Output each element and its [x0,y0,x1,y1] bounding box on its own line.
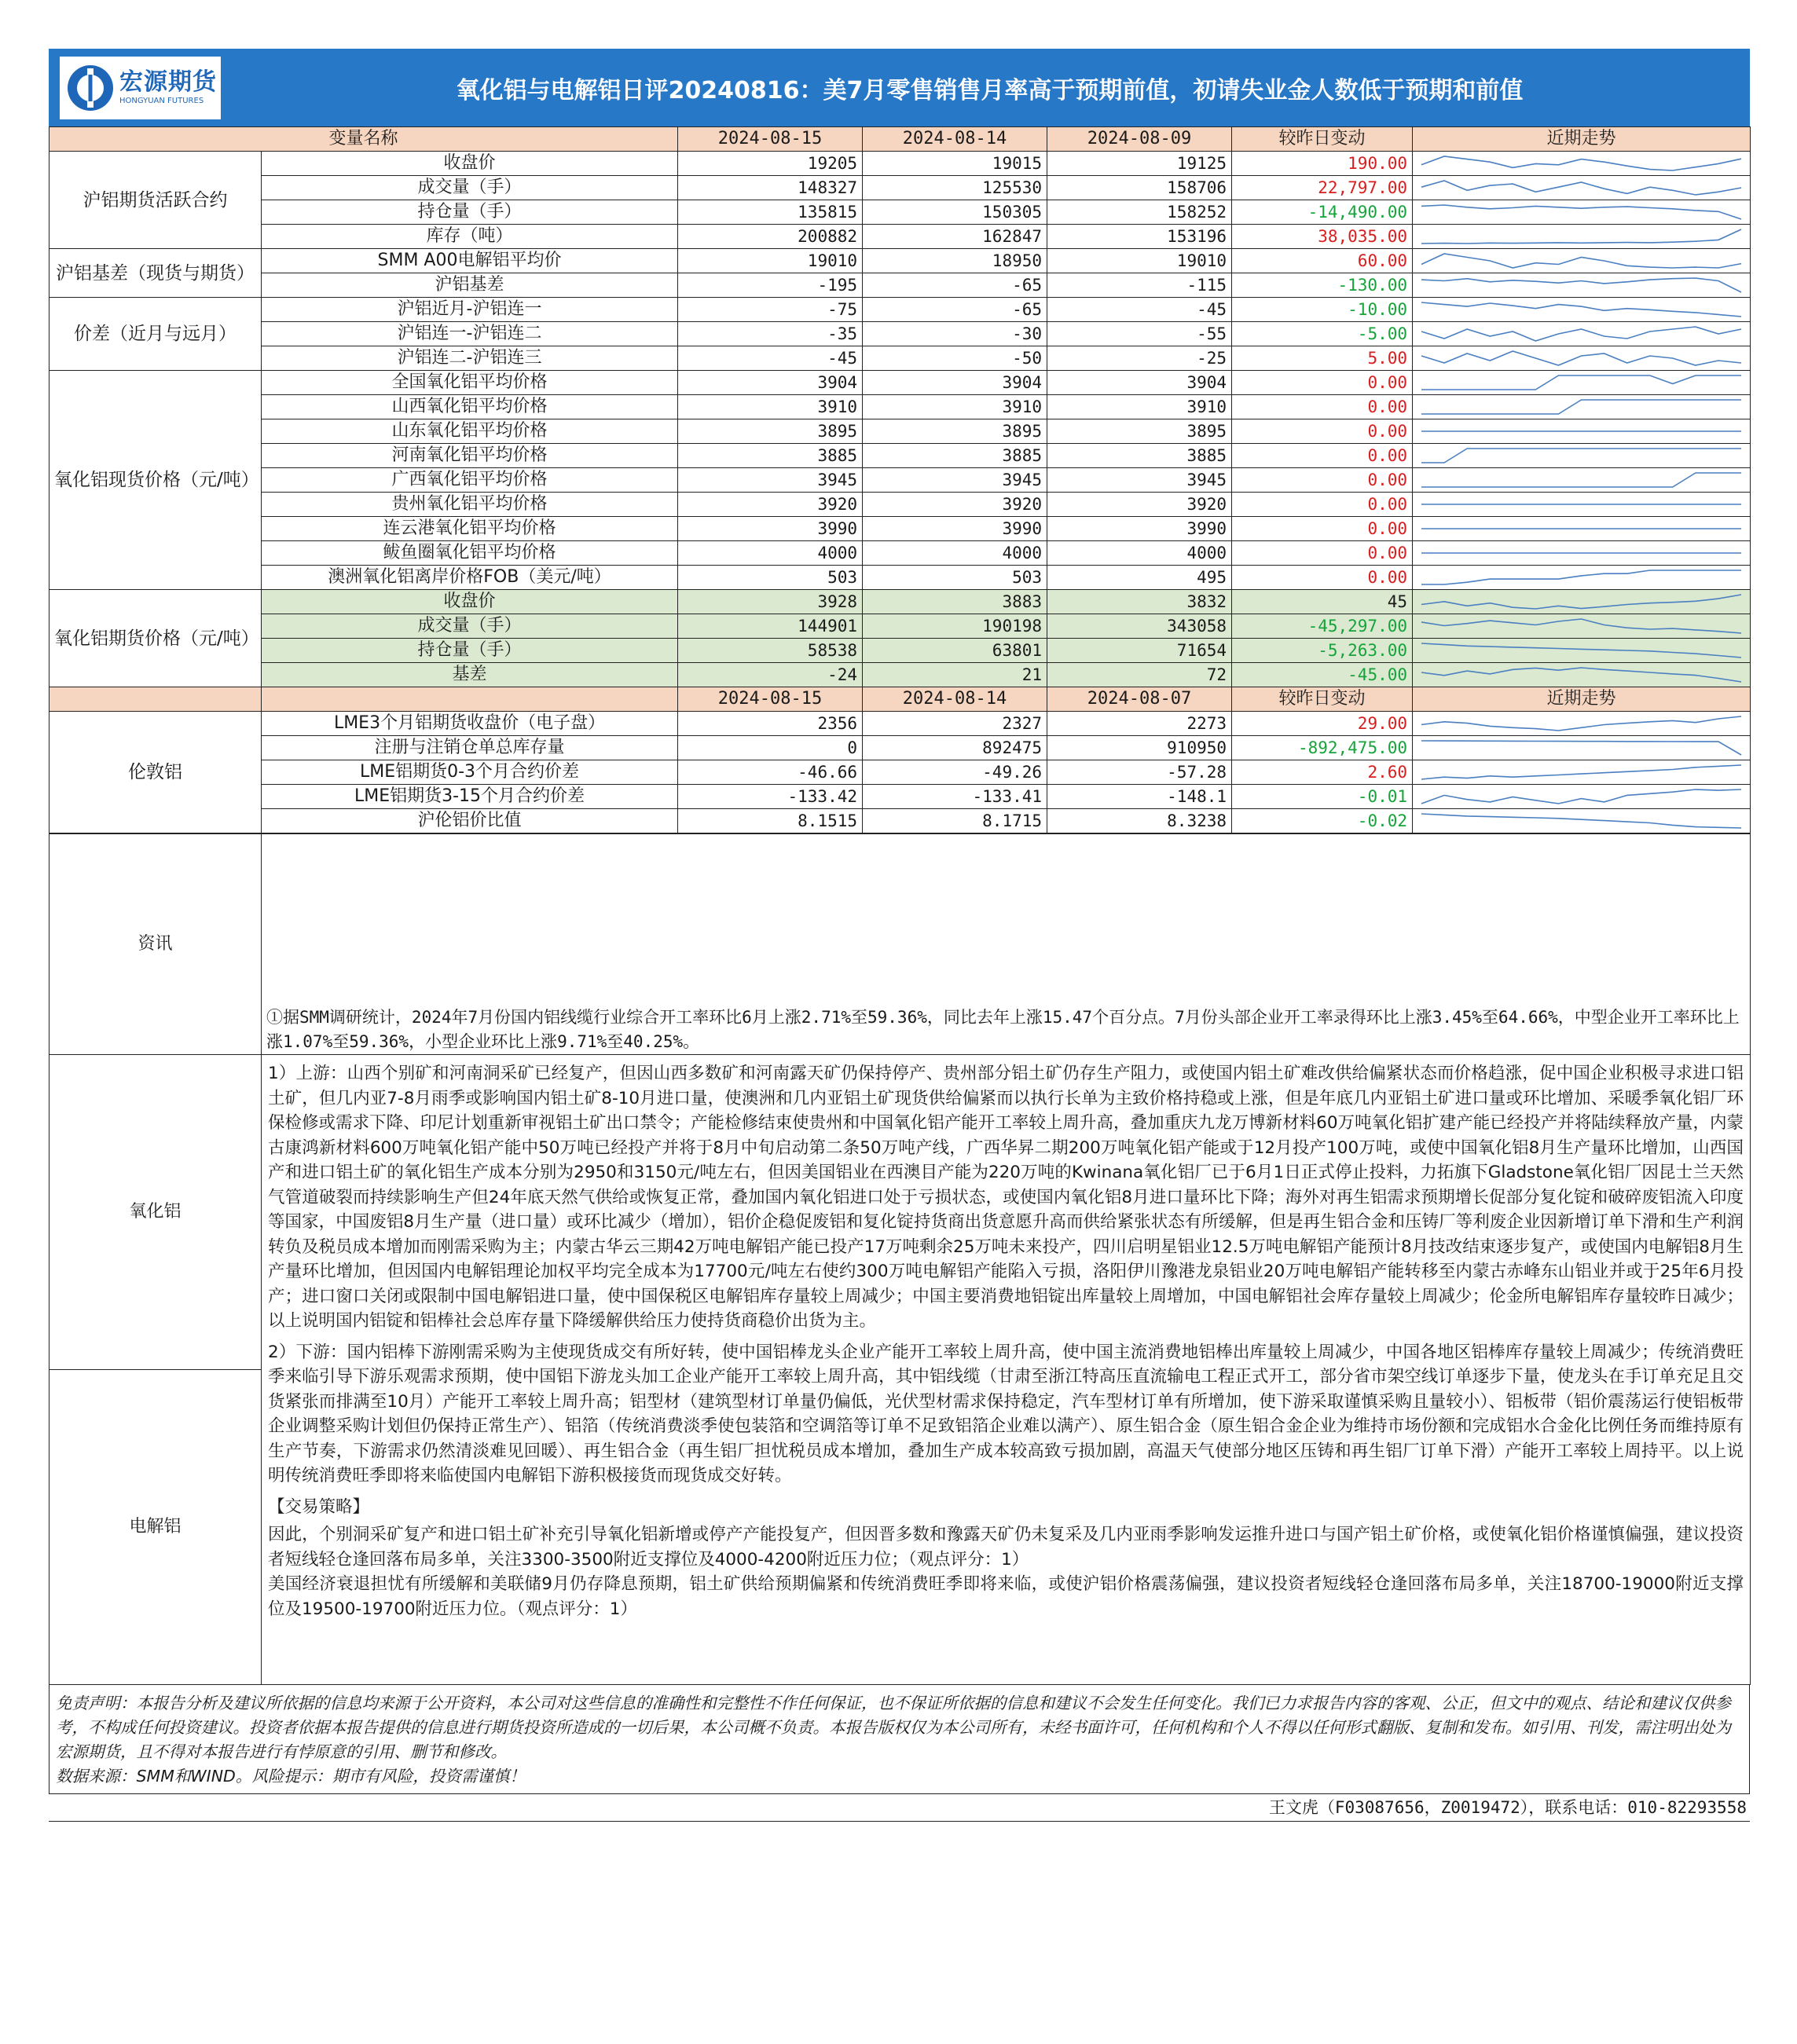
value-col3: 8.3238 [1047,809,1232,833]
value-col1: 8.1515 [678,809,863,833]
table2-header-blank [50,687,262,712]
g1r1-sparkline-path [1421,278,1741,292]
commentary-table [49,833,1751,1685]
table-row [50,444,1751,468]
table-row [50,785,1751,809]
table-row [50,541,1751,566]
variable-name: 沪铝连二-沪铝连三 [262,346,678,371]
daily-change: 2.60 [1232,760,1413,785]
value-col1: 3928 [678,590,863,614]
variable-name: 注册与注销仓单总库存量 [262,736,678,760]
daily-change: -0.02 [1232,809,1413,833]
value-col2: 190198 [863,614,1047,639]
variable-name: 沪铝基差 [262,273,678,298]
value-col3: 3945 [1047,468,1232,493]
daily-change: -45,297.00 [1232,614,1413,639]
value-col2: -49.26 [863,760,1047,785]
table-row [50,200,1751,225]
g0r2-trend-cell [1413,200,1751,225]
lme0-sparkline-path [1421,716,1741,731]
g3r3-trend-cell [1413,444,1751,468]
value-col3: 71654 [1047,639,1232,663]
daily-change: -5.00 [1232,322,1413,346]
g0r3-sparkline [1417,225,1745,247]
g3r0-sparkline-path [1421,375,1741,390]
value-col3: 153196 [1047,225,1232,249]
lme3-sparkline [1417,786,1745,808]
g1r1-trend-cell [1413,273,1751,298]
g3r8-sparkline [1417,566,1745,588]
variable-name: 沪铝近月-沪铝连一 [262,298,678,322]
strategy-alumina: 因此，个别洞采矿复产和进口铝土矿补充引导氧化铝新增或停产产能投复产，但因晋多数和豫露天矿仍未复采及几内亚雨季影响发运推升进口与国产铝土矿价格，或使氧化铝价格谨慎偏强，建议投资者短线轻仓逢回落布局多单，关注3300-3500附近支撑位及4000-4200附近压力位；（观点评分：1） [268,1525,1744,1570]
table-row [50,614,1751,639]
group-label: 氧化铝期货价格（元/吨） [50,590,262,687]
table-row [50,395,1751,419]
value-col2: 18950 [863,249,1047,273]
g3r3-sparkline-path [1421,449,1741,463]
table2-column-header-2: 2024-08-07 [1047,687,1232,712]
lme1-sparkline-path [1421,741,1741,755]
company-logo [60,57,221,119]
value-col2: 3990 [863,517,1047,541]
lme2-sparkline [1417,761,1745,783]
daily-change: 5.00 [1232,346,1413,371]
g2r1-trend-cell [1413,322,1751,346]
column-header-3: 2024-08-09 [1047,127,1232,152]
g3r1-sparkline-path [1421,400,1741,414]
g2r0-sparkline [1417,299,1745,321]
value-col2: 150305 [863,200,1047,225]
value-col2: -65 [863,273,1047,298]
g3r3-sparkline [1417,445,1745,467]
value-col1: 0 [678,736,863,760]
variable-name: LME铝期货0-3个月合约价差 [262,760,678,785]
g0r1-sparkline-path [1421,181,1741,195]
value-col3: 343058 [1047,614,1232,639]
daily-change: 0.00 [1232,371,1413,395]
value-col1: 3904 [678,371,863,395]
g0r2-sparkline-path [1421,205,1741,219]
g3r2-sparkline [1417,420,1745,442]
g2r2-trend-cell [1413,346,1751,371]
logo-chinese-name: 宏源期货 [119,68,217,96]
strategy-title: 【交易策略】 [268,1496,370,1517]
g0r0-trend-cell [1413,152,1751,176]
g4r1-sparkline [1417,615,1745,637]
value-col3: 3895 [1047,419,1232,444]
table-row [50,566,1751,590]
column-header-2: 2024-08-14 [863,127,1047,152]
value-col3: 910950 [1047,736,1232,760]
group-label: 价差（近月与远月） [50,298,262,371]
g0r3-sparkline-path [1421,229,1741,244]
g3r0-sparkline [1417,372,1745,394]
g3r7-trend-cell [1413,541,1751,566]
value-col1: 503 [678,566,863,590]
strategy-aluminum: 美国经济衰退担忧有所缓解和美联储9月仍存降息预期，铝土矿供给预期偏紧和传统消费旺季即将来临，或使沪铝价格震荡偏强，建议投资者短线轻仓逢回落布局多单，关注18700-19000附近支撑位及19500-19700附近压力位。（观点评分：1） [268,1574,1744,1619]
logo-english-name: HONGYUAN FUTURES [119,96,204,105]
g0r3-trend-cell [1413,225,1751,249]
g0r2-sparkline [1417,201,1745,223]
table-row [50,517,1751,541]
table-row [50,371,1751,395]
table2-header-row [50,687,1751,712]
column-header-1: 2024-08-15 [678,127,863,152]
daily-change: 0.00 [1232,541,1413,566]
lme1-trend-cell [1413,736,1751,760]
daily-change: -10.00 [1232,298,1413,322]
value-col3: -115 [1047,273,1232,298]
lme0-sparkline [1417,712,1745,734]
group-label: 沪铝基差（现货与期货） [50,249,262,298]
daily-change: 60.00 [1232,249,1413,273]
group-label: 沪铝期货活跃合约 [50,152,262,249]
table-row [50,273,1751,298]
value-col3: 495 [1047,566,1232,590]
value-col3: 3920 [1047,493,1232,517]
value-col2: 503 [863,566,1047,590]
downstream-analysis: 2）下游：国内铝棒下游刚需采购为主使现货成交有所好转，使中国铝棒龙头企业产能开工率较上周升高，使中国主流消费地铝棒出库量较上周减少，中国各地区铝棒库存量较上周减少；传统消费旺季来临引导下游乐观需求预期，使中国铝下游龙头加工企业产能开工率较上周升高，其中铝线缆（甘肃至浙江特高压直流输电工程正式开工，部分省市架空线订单逐步下量，使龙头在手订单充足且交货紧张而排满至10月）产能开工率较上周升高；铝型材（建筑型材订单量仍偏低，光伏型材需求保持稳定，汽车型材订单有所增加，使下游采取谨慎采购且量较小）、铝板带（铝价震荡运行使铝板带企业调整采购计划但仍保持正常生产）、铝箔（传统消费淡季使包装箔和空调箔等订单不足致铝箔企业难以满产）、原生铝合金（原生铝合金企业为维持市场份额和完成铝水合金化比例任务而维持原有生产节奏，下游需求仍然清淡难见回暖）、再生铝合金（再生铝厂担忧税员成本增加，叠加生产成本较高致亏损加剧，高温天气使部分地区压铸和再生铝厂订单下滑）产能开工率较上周持平。以上说明传统消费旺季即将来临使国内电解铝下游积极接货而现货成交好转。 [268,1342,1744,1485]
value-col1: -195 [678,273,863,298]
value-col2: 4000 [863,541,1047,566]
g0r1-sparkline [1417,177,1745,199]
table-row [50,419,1751,444]
table-row [50,809,1751,833]
g3r6-trend-cell [1413,517,1751,541]
table-row [50,639,1751,663]
news-text: ①据SMM调研统计，2024年7月份国内铝线缆行业综合开工率环比6月上涨2.71%至59.36%，同比去年上涨15.47个百分点。7月份头部企业开工率录得环比上涨3.45%至64.66%，中型企业开工率环比上涨1.07%至59.36%，小型企业环比上涨9.71%至40.25%。 [266,1008,1740,1051]
table1-header-row [50,127,1751,152]
alumina-label: 氧化铝 [50,1055,262,1370]
table2-column-header-3: 较昨日变动 [1232,687,1413,712]
value-col1: 58538 [678,639,863,663]
g3r4-trend-cell [1413,468,1751,493]
g0r0-sparkline-path [1421,156,1741,170]
value-col3: -45 [1047,298,1232,322]
variable-name: LME铝期货3-15个月合约价差 [262,785,678,809]
daily-change: 0.00 [1232,517,1413,541]
g3r5-trend-cell [1413,493,1751,517]
lme4-trend-cell [1413,809,1751,833]
variable-name: 全国氧化铝平均价格 [262,371,678,395]
variable-name: 收盘价 [262,152,678,176]
g4r3-sparkline [1417,664,1745,686]
report-banner [49,49,1750,126]
value-col1: 200882 [678,225,863,249]
variable-name: 沪铝连一-沪铝连二 [262,322,678,346]
g0r1-trend-cell [1413,176,1751,200]
table-row [50,468,1751,493]
value-col1: -46.66 [678,760,863,785]
value-col3: 3904 [1047,371,1232,395]
report-title: 氧化铝与电解铝日评20240816：美7月零售销售月率高于预期前值，初请失业金人数低于预期和前值 [456,76,1524,104]
value-col3: -25 [1047,346,1232,371]
table-row [50,298,1751,322]
value-col2: -30 [863,322,1047,346]
daily-change: -5,263.00 [1232,639,1413,663]
value-col3: 4000 [1047,541,1232,566]
lme2-trend-cell [1413,760,1751,785]
analysis-cell [262,1055,1751,1685]
g2r2-sparkline-path [1421,351,1741,365]
table-row [50,663,1751,687]
value-col1: 3990 [678,517,863,541]
value-col1: 3895 [678,419,863,444]
variable-name: 成交量（手） [262,614,678,639]
g3r4-sparkline-path [1421,473,1741,487]
value-col3: 3885 [1047,444,1232,468]
value-col2: 3895 [863,419,1047,444]
daily-change: 0.00 [1232,395,1413,419]
value-col3: 158706 [1047,176,1232,200]
value-col2: 2327 [863,712,1047,736]
g3r4-sparkline [1417,469,1745,491]
value-col3: -55 [1047,322,1232,346]
variable-name: 连云港氧化铝平均价格 [262,517,678,541]
daily-change: -0.01 [1232,785,1413,809]
g4r2-sparkline-path [1421,643,1741,658]
data-source-text: 数据来源：SMM和WIND。风险提示：期市有风险，投资需谨慎！ [56,1767,526,1786]
lme3-sparkline-path [1421,789,1741,804]
value-col1: 148327 [678,176,863,200]
daily-change: 29.00 [1232,712,1413,736]
g1r0-sparkline [1417,250,1745,272]
g4r2-trend-cell [1413,639,1751,663]
table2-column-header-0: 2024-08-15 [678,687,863,712]
g2r2-sparkline [1417,347,1745,369]
g3r2-trend-cell [1413,419,1751,444]
g4r3-trend-cell [1413,663,1751,687]
value-col2: 3883 [863,590,1047,614]
g4r1-sparkline-path [1421,619,1741,633]
g2r1-sparkline [1417,323,1745,345]
value-col1: 3920 [678,493,863,517]
disclaimer-block [49,1685,1750,1794]
table-row [50,736,1751,760]
g1r0-sparkline-path [1421,254,1741,268]
g4r3-sparkline-path [1421,668,1741,682]
variable-name: SMM A00电解铝平均价 [262,249,678,273]
column-header-variable: 变量名称 [50,127,678,152]
value-col3: 3990 [1047,517,1232,541]
value-col2: -65 [863,298,1047,322]
table-row [50,346,1751,371]
variable-name: 贵州氧化铝平均价格 [262,493,678,517]
column-header-5: 近期走势 [1413,127,1751,152]
g4r2-sparkline [1417,639,1745,661]
value-col2: 125530 [863,176,1047,200]
news-cell [262,834,1751,1055]
lme0-trend-cell [1413,712,1751,736]
market-data-table [49,126,1751,833]
value-col1: 19205 [678,152,863,176]
table-row [50,712,1751,736]
g2r0-trend-cell [1413,298,1751,322]
variable-name: 鲅鱼圈氧化铝平均价格 [262,541,678,566]
value-col2: 162847 [863,225,1047,249]
value-col2: 63801 [863,639,1047,663]
variable-name: 山东氧化铝平均价格 [262,419,678,444]
g1r0-trend-cell [1413,249,1751,273]
value-col1: 3910 [678,395,863,419]
variable-name: 广西氧化铝平均价格 [262,468,678,493]
group-label: 氧化铝现货价格（元/吨） [50,371,262,590]
g4r1-trend-cell [1413,614,1751,639]
value-col3: 3832 [1047,590,1232,614]
daily-change: 0.00 [1232,493,1413,517]
g3r1-sparkline [1417,396,1745,418]
value-col2: -50 [863,346,1047,371]
value-col2: 3885 [863,444,1047,468]
daily-change: -130.00 [1232,273,1413,298]
table-row [50,176,1751,200]
g0r0-sparkline [1417,152,1745,174]
variable-name: 库存（吨） [262,225,678,249]
value-col1: 3885 [678,444,863,468]
g3r7-sparkline [1417,542,1745,564]
g3r8-trend-cell [1413,566,1751,590]
lme3-trend-cell [1413,785,1751,809]
daily-change: 22,797.00 [1232,176,1413,200]
g3r5-sparkline [1417,493,1745,515]
value-col3: -148.1 [1047,785,1232,809]
value-col1: -24 [678,663,863,687]
value-col1: -133.42 [678,785,863,809]
g3r1-trend-cell [1413,395,1751,419]
table-row [50,590,1751,614]
g4r0-sparkline [1417,591,1745,613]
table-row [50,760,1751,785]
variable-name: 澳洲氧化铝离岸价格FOB（美元/吨） [262,566,678,590]
variable-name: 沪伦铝价比值 [262,809,678,833]
variable-name: LME3个月铝期货收盘价（电子盘） [262,712,678,736]
variable-name: 河南氧化铝平均价格 [262,444,678,468]
value-col3: 19010 [1047,249,1232,273]
value-col1: 19010 [678,249,863,273]
g4r0-sparkline-path [1421,595,1741,609]
value-col1: -75 [678,298,863,322]
value-col2: 3910 [863,395,1047,419]
value-col1: -35 [678,322,863,346]
daily-change: 0.00 [1232,566,1413,590]
daily-change: 0.00 [1232,444,1413,468]
value-col3: 2273 [1047,712,1232,736]
daily-change: 45 [1232,590,1413,614]
lme4-sparkline-path [1421,814,1741,828]
disclaimer-text: 免责声明：本报告分析及建议所依据的信息均来源于公开资料，本公司对这些信息的准确性和完整性不作任何保证，也不保证所依据的信息和建议不会发生任何变化。我们已力求报告内容的客观、公正，但文中的观点、结论和建议仅供参考，不构成任何投资建议。投资者依据本报告提供的信息进行期货投资所造成的一切后果，本公司概不负责。本报告版权仅为本公司所有，未经书面许可，任何机构和个人不得以任何形式翻版、复制和发布。如引用、刊发，需注明出处为宏源期货，且不得对本报告进行有悖原意的引用、删节和修改。 [56,1694,1731,1761]
value-col2: 21 [863,663,1047,687]
value-col1: 2356 [678,712,863,736]
value-col2: 3920 [863,493,1047,517]
g3r6-sparkline [1417,518,1745,540]
news-label: 资讯 [50,834,262,1055]
value-col1: 144901 [678,614,863,639]
variable-name: 成交量（手） [262,176,678,200]
value-col2: 3904 [863,371,1047,395]
daily-change: -45.00 [1232,663,1413,687]
column-header-4: 较昨日变动 [1232,127,1413,152]
value-col2: 3945 [863,468,1047,493]
value-col1: 135815 [678,200,863,225]
value-col2: 8.1715 [863,809,1047,833]
variable-name: 收盘价 [262,590,678,614]
daily-change: -14,490.00 [1232,200,1413,225]
value-col1: 3945 [678,468,863,493]
hongyuan-logo-icon [66,64,115,112]
value-col3: -57.28 [1047,760,1232,785]
lme1-sparkline [1417,737,1745,759]
electrolytic-label: 电解铝 [50,1370,262,1685]
g2r0-sparkline-path [1421,302,1741,317]
g1r1-sparkline [1417,274,1745,296]
table-row [50,225,1751,249]
g3r0-trend-cell [1413,371,1751,395]
value-col2: 19015 [863,152,1047,176]
value-col1: -45 [678,346,863,371]
daily-change: 0.00 [1232,468,1413,493]
daily-change: 0.00 [1232,419,1413,444]
daily-change: 190.00 [1232,152,1413,176]
table2-header-blank [262,687,678,712]
upstream-analysis: 1）上游：山西个别矿和河南洞采矿已经复产，但因山西多数矿和河南露天矿仍保持停产、贵州部分铝土矿仍存生产阻力，或使国内铝土矿难改供给偏紧状态而价格趋涨，促中国企业积极寻求进口铝土矿，但几内亚7-8月雨季或影响国内铝土矿8-10月进口量，使澳洲和几内亚铝土矿现货供给偏紧而以执行长单为主致价格持稳或上涨，但是年底几内亚铝土矿进口量或环比增加、采暖季氧化铝厂环保检修或需求下降、印尼计划重新审视铝土矿出口禁令；产能检修结束使贵州和中国氧化铝产能开工率较上周升高，叠加重庆九龙万博新材料60万吨氧化铝扩建产能已经投产并将陆续释放产量，内蒙古康鸿新材料600万吨氧化铝产能中50万吨已经投产并将于8月中旬启动第二条50万吨产线，广西华昇二期200万吨氧化铝产能或于12月投产100万吨，或使中国氧化铝8月生产量环比增加，山西国产和进口铝土矿的氧化铝生产成本分别为2950和3150元/吨左右，但因美国铝业在西澳目产能为220万吨的Kwinana氧化铝厂已于6月1日正式停止投料，力拓旗下Gladstone氧化铝厂因昆士兰天然气管道破裂而持续影响生产但24年底天然气供给或恢复正常，叠加国内氧化铝进口处于亏损状态，或使国内氧化铝8月进口量环比下降；海外对再生铝需求预期增长促部分复化锭和破碎废铝流入印度等国家，中国废铝8月生产量（进口量）或环比减少（增加），铝价企稳促废铝和复化锭持货商出货意愿升高而供给紧张状态有所缓解，但是再生铝合金和压铸厂等利废企业因新增订单下滑和生产利润转负及税员成本增加而刚需采购为主；内蒙古华云三期42万吨电解铝产能已投产17万吨剩余25万吨未来投产，四川启明星铝业12.5万吨电解铝产能预计8月技改结束逐步复产，或使国内电解铝8月生产量环比增加，但因国内电解铝理论加权平均完全成本为17700元/吨左右使约300万吨电解铝产能陷入亏损，洛阳伊川豫港龙泉铝业20万吨电解铝产能转移至内蒙古赤峰东山铝业并或于25年6月投产；进口窗口关闭或限制中国电解铝进口量，使中国保税区电解铝库存量较上周减少；中国主要消费地铝锭出库量较上周增加，中国电解铝社会库存量较上周减少；伦金所电解铝库存量较昨日减少；以上说明国内铝锭和铝棒社会总库存量下降缓解供给压力使持货商稳价出货为主。 [268,1064,1744,1331]
table2-column-header-1: 2024-08-14 [863,687,1047,712]
daily-change: -892,475.00 [1232,736,1413,760]
g3r8-sparkline-path [1421,570,1741,584]
lme2-sparkline-path [1421,765,1741,779]
table-row [50,322,1751,346]
variable-name: 山西氧化铝平均价格 [262,395,678,419]
table-row [50,249,1751,273]
value-col3: 19125 [1047,152,1232,176]
g2r1-sparkline-path [1421,327,1741,341]
variable-name: 基差 [262,663,678,687]
value-col3: 158252 [1047,200,1232,225]
analyst-contact: 王文虎（F03087656，Z0019472），联系电话：010-82293558 [49,1794,1750,1822]
value-col3: 3910 [1047,395,1232,419]
daily-change: 38,035.00 [1232,225,1413,249]
table-row [50,493,1751,517]
group-label: 伦敦铝 [50,712,262,833]
g4r0-trend-cell [1413,590,1751,614]
variable-name: 持仓量（手） [262,200,678,225]
value-col2: -133.41 [863,785,1047,809]
table2-column-header-4: 近期走势 [1413,687,1751,712]
table-row [50,152,1751,176]
lme4-sparkline [1417,810,1745,832]
variable-name: 持仓量（手） [262,639,678,663]
value-col1: 4000 [678,541,863,566]
report-sheet [49,49,1750,1822]
value-col3: 72 [1047,663,1232,687]
value-col2: 892475 [863,736,1047,760]
